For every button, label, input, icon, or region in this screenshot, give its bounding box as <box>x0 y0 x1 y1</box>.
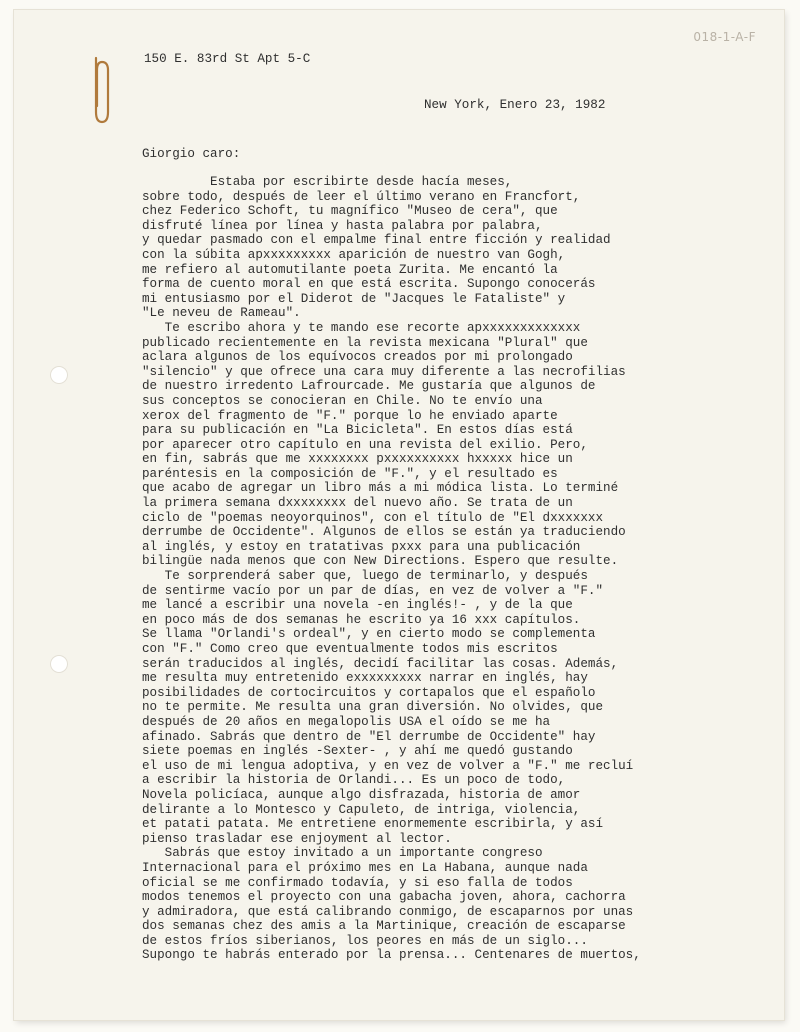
letter-line: con "F." Como creo que eventualmente todos mis escritos <box>142 642 558 656</box>
letter-line: Supongo te habrás enterado por la prensa... Centenares de muertos, <box>142 948 641 963</box>
letter-line: Estaba por escribirte desde hacía meses, <box>142 175 513 189</box>
letter-line: Te sorprenderá saber que, luego de terminarlo, y después <box>142 569 588 584</box>
letter-line: me resulta muy entretenido exxxxxxxxx narrar en inglés, hay <box>142 671 588 686</box>
letter-line: la primera semana dxxxxxxxx del nuevo año. Se trata de un <box>142 496 573 511</box>
letter-line: bilingüe nada menos que con New Directions. Espero que resulte. <box>142 554 619 569</box>
letter-line: Se llama "Orlandi's ordeal", y en cierto modo se complementa <box>142 627 596 642</box>
letter-line: "Le neveu de Rameau". <box>142 306 301 321</box>
letter-line: derrumbe de Occidente". Algunos de ellos se están ya traduciendo <box>142 525 626 540</box>
letter-line: afinado. Sabrás que dentro de "El derrumbe de Occidente" hay <box>142 729 596 744</box>
letter-line: y quedar pasmado con el empalme final entre ficción y realidad <box>142 233 611 248</box>
letter-line: no te permite. Me resulta una gran diversión. No olvides, que <box>142 700 604 715</box>
letter-line: "silencio" y que ofrece una cara muy diferente a las necrofilias <box>142 364 626 379</box>
letter-line: pienso trasladar ese enjoyment al lector. <box>142 831 452 846</box>
letter-body <box>142 175 782 963</box>
letter-line: al inglés, y estoy en tratativas pxxx para una publicación <box>142 539 581 554</box>
letter-line: aclara algunos de los equívocos creados por mi prolongado <box>142 350 573 365</box>
letter-line: me refiero al automutilante poeta Zurita. Me encantó la <box>142 262 558 277</box>
letter-line: publicado recientemente en la revista mexicana "Plural" que <box>142 335 588 350</box>
letter-line: que acabo de agregar un libro más a mi módica lista. Lo terminé <box>142 481 619 496</box>
letter-line: xerox del fragmento de "F." porque lo he enviado aparte <box>142 408 558 423</box>
sender-address: 150 E. 83rd St Apt 5-C <box>144 52 311 66</box>
letter-line: dos semanas chez des amis a la Martinique, creación de escaparse <box>142 919 626 934</box>
place-and-date: New York, Enero 23, 1982 <box>424 98 606 112</box>
letter-line: en poco más de dos semanas he escrito ya 16 xxx capítulos. <box>142 612 581 627</box>
letter-line: chez Federico Schoft, tu magnífico "Museo de cera", que <box>142 204 558 219</box>
letter-line: me lancé a escribir una novela -en inglés!- , y de la que <box>142 598 573 613</box>
letter-line: forma de cuento moral en que está escrita. Supongo conocerás <box>142 277 596 292</box>
letter-line: el uso de mi lengua adoptiva, y en vez de volver a "F." me recluí <box>142 758 634 773</box>
letter-line: siete poemas en inglés -Sexter- , y ahí me quedó gustando <box>142 744 573 759</box>
letter-line: por aparecer otro capítulo en una revista del exilio. Pero, <box>142 437 588 452</box>
letter-line: de sentirme vacío por un par de días, en vez de volver a "F." <box>142 583 604 598</box>
letter-line: modos tenemos el proyecto con una gabacha joven, ahora, cachorra <box>142 890 626 905</box>
salutation: Giorgio caro: <box>142 147 241 161</box>
letter-line: de estos fríos siberianos, los peores en más de un siglo... <box>142 933 588 948</box>
paperclip-icon <box>88 56 110 126</box>
letter-line: Sabrás que estoy invitado a un importante congreso <box>142 846 543 861</box>
archive-code-label: 018-1-A-F <box>693 30 756 44</box>
punch-hole-top <box>50 366 68 384</box>
punch-hole-bottom <box>50 655 68 673</box>
letter-line: para su publicación en "La Bicicleta". En estos días está <box>142 423 573 438</box>
letter-page <box>14 10 784 1020</box>
letter-line: en fin, sabrás que me xxxxxxxx pxxxxxxxxxx hxxxxx hice un <box>142 452 573 467</box>
letter-line: disfruté línea por línea y hasta palabra por palabra, <box>142 218 543 233</box>
letter-line: oficial se me confirmado todavía, y si eso falla de todos <box>142 875 573 890</box>
letter-line: y admiradora, que está calibrando conmigo, de escaparnos por unas <box>142 904 634 919</box>
letter-line: con la súbita apxxxxxxxxx aparición de nuestro van Gogh, <box>142 247 566 262</box>
letter-line: serán traducidos al inglés, decidí facilitar las cosas. Además, <box>142 656 619 671</box>
letter-line: Te escribo ahora y te mando ese recorte apxxxxxxxxxxxxx <box>142 320 581 335</box>
letter-line: delirante a lo Montesco y Capuleto, de intriga, violencia, <box>142 802 581 817</box>
letter-line: ciclo de "poemas neoyorquinos", con el título de "El dxxxxxxx <box>142 510 604 525</box>
letter-line: et patati patata. Me entretiene enormemente escribirla, y así <box>142 817 604 832</box>
letter-line: sus conceptos se conocieran en Chile. No te envío una <box>142 393 543 408</box>
letter-line: Novela policíaca, aunque algo disfrazada, historia de amor <box>142 787 581 802</box>
letter-line: posibilidades de cortocircuitos y cortapalos que el españolo <box>142 685 596 700</box>
letter-line: Internacional para el próximo mes en La Habana, aunque nada <box>142 860 588 875</box>
letter-line: de nuestro irredento Lafrourcade. Me gustaría que algunos de <box>142 379 596 394</box>
letter-line: mi entusiasmo por el Diderot de "Jacques le Fataliste" y <box>142 291 566 306</box>
letter-line: paréntesis en la composición de "F.", y el resultado es <box>142 466 558 481</box>
letter-line: sobre todo, después de leer el último verano en Francfort, <box>142 189 581 204</box>
letter-line: después de 20 años en megalopolis USA el oído se me ha <box>142 714 551 729</box>
letter-line: a escribir la historia de Orlandi... Es un poco de todo, <box>142 773 566 788</box>
